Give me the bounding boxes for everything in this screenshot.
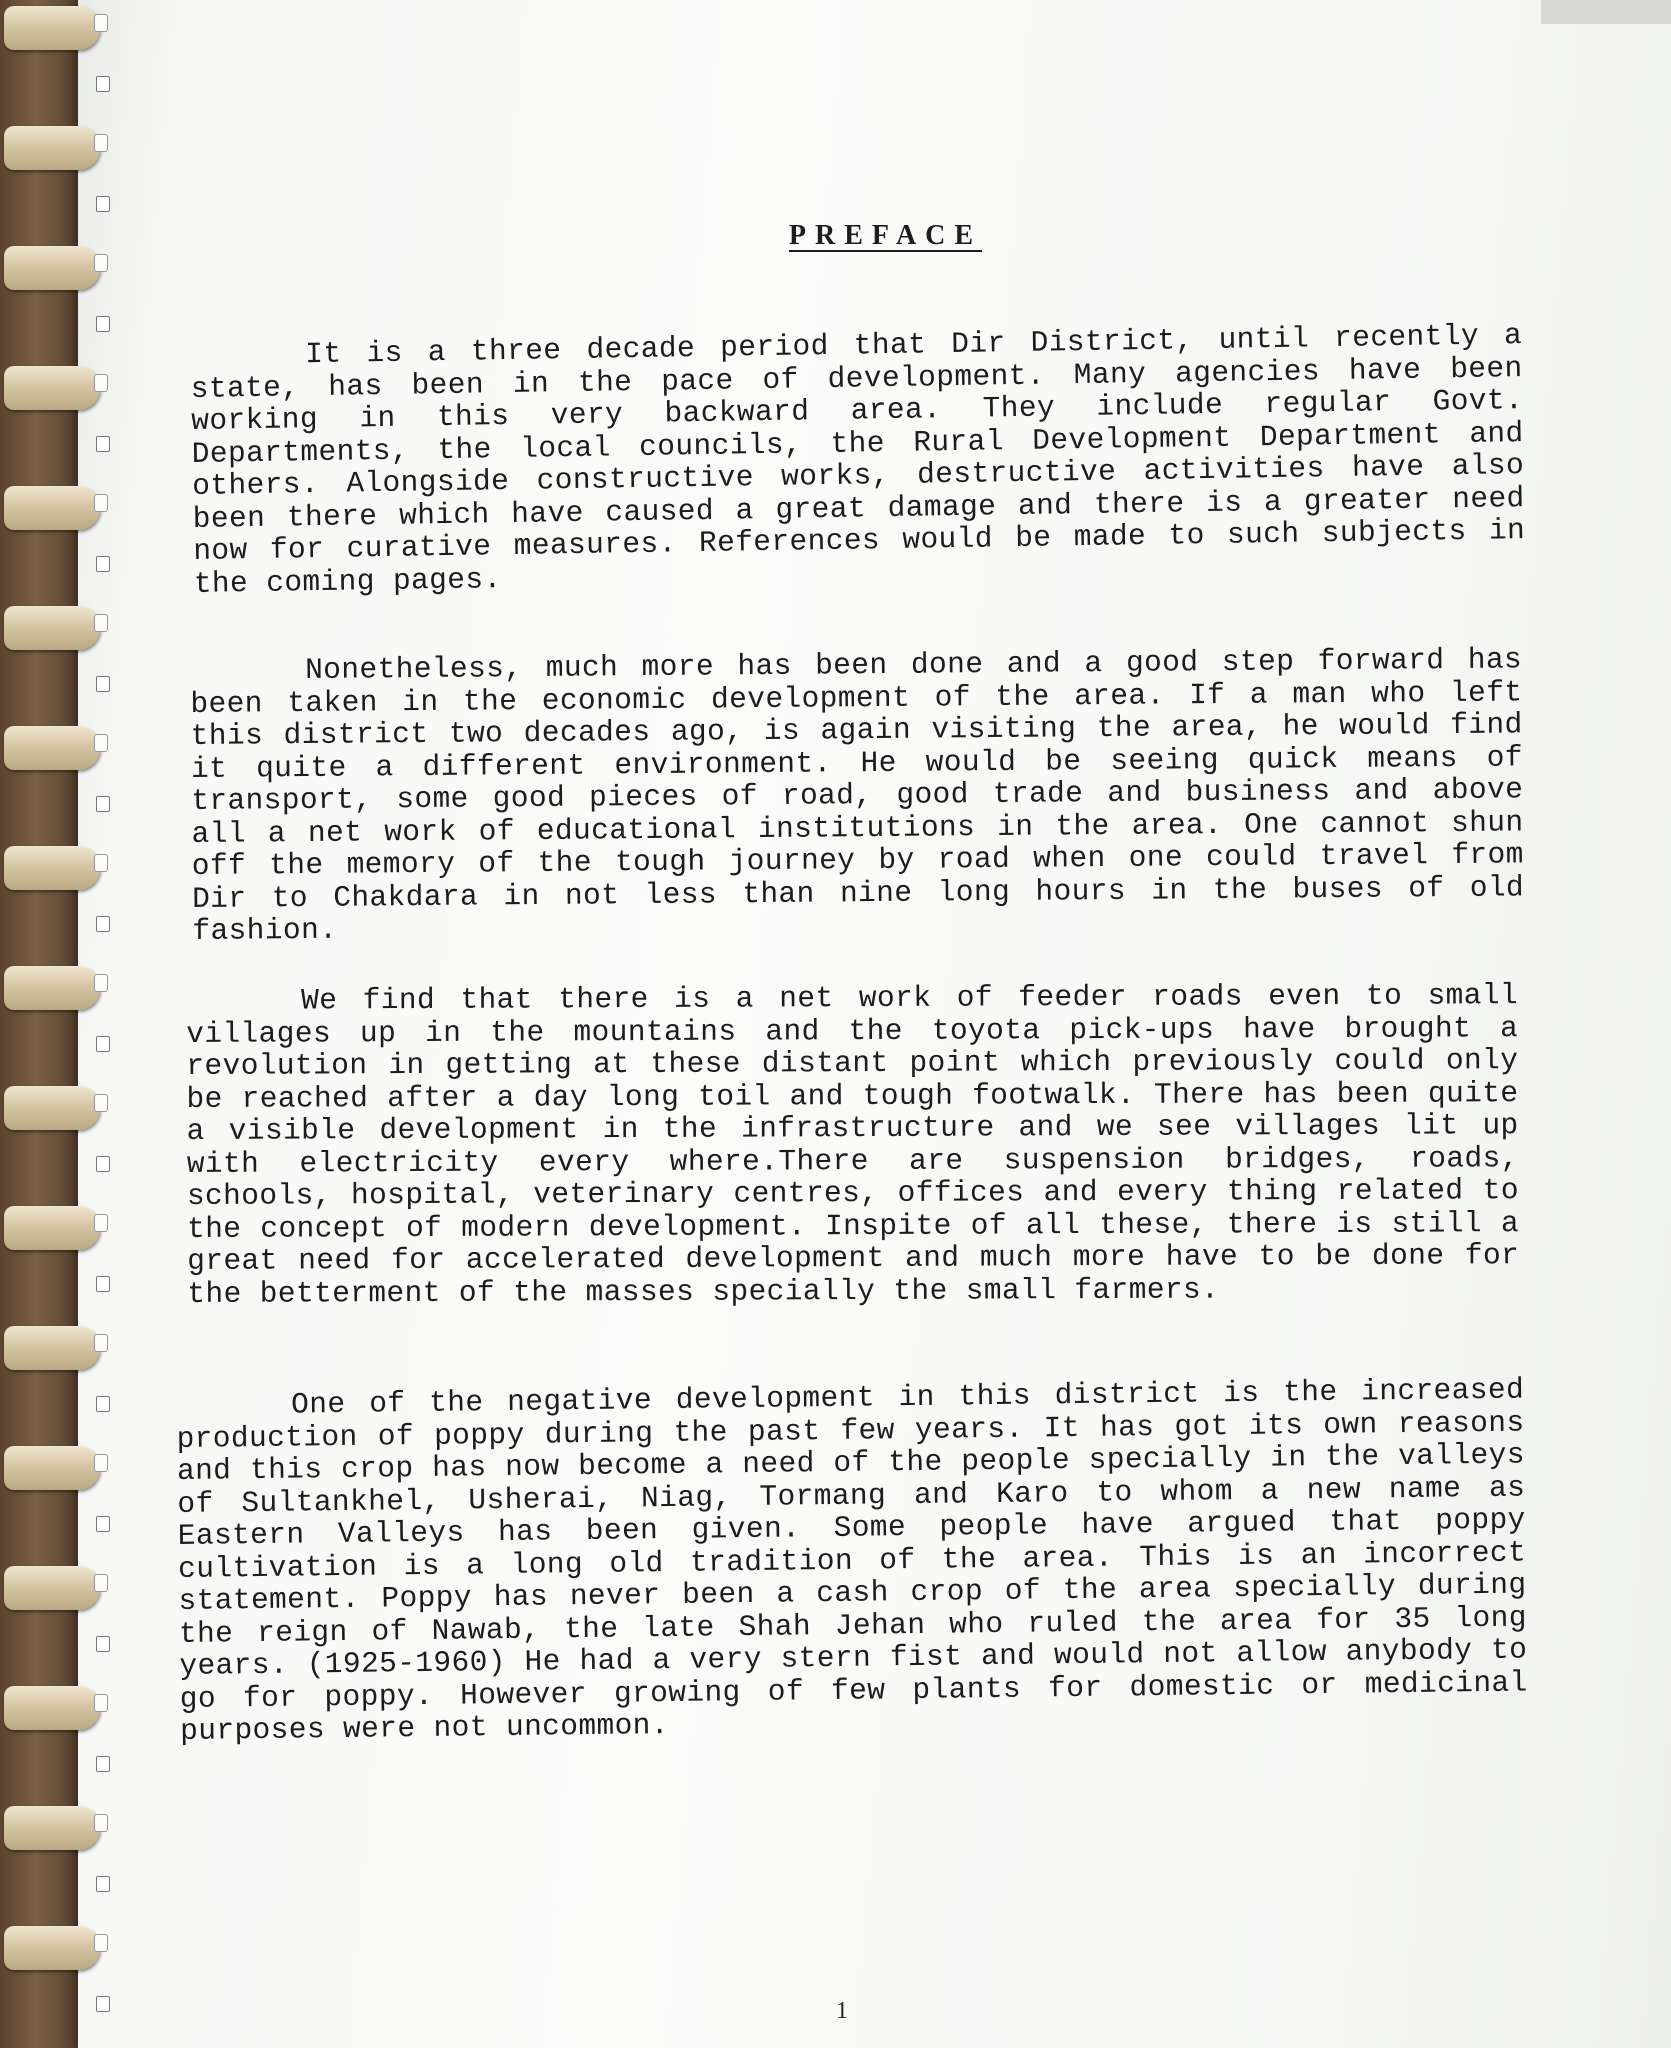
binding-hole — [96, 676, 110, 692]
paragraph-1: It is a three decade period that Dir District, until recently a state, has been in the pace of development. Many agencies have been working in this very backward area. They include regular Govt. Departments, the local councils, the Rural Development Department and others. Alongside constructive works, destructive activities have also been there which have caused a great damage and there is a greater need now for curative measures. References would be made to such subjects in the coming pages. — [190, 318, 1526, 601]
binding-ring — [4, 486, 100, 530]
binding-hole — [96, 796, 110, 812]
paragraph-2: Nonetheless, much more has been done and a good step forward has been taken in the economic development of the area. If a man who left this district two decades ago, is again visiting the area, he would find it quite a different environment. He would be seeing quick means of transport, some good pieces of road, good trade and business and above all a net work of educational institutions in the area. One cannot shun off the memory of the tough journey by road when one could travel from Dir to Chakdara in not less than nine long hours in the buses of old fashion. — [190, 642, 1525, 948]
paragraph-3: We find that there is a net work of feeder roads even to small villages up in the mountains and the toyota pick-ups have brought a revolution in getting at these distant point which previously could only be reached after a day long toil and tough footwalk. There has been quite a visible development in the infrastructure and we see villages lit up with electricity every where.There are suspension bridges, roads, schools, hospital, veterinary centres, offices and every thing related to the concept of modern development. Inspite of all these, there is still a great need for accelerated development and much more have to be done for the betterment of the masses specially the small farmers. — [186, 978, 1520, 1311]
binding-ring — [4, 1686, 100, 1730]
spiral-binding — [0, 0, 110, 2048]
binding-hole — [96, 316, 110, 332]
binding-hole — [96, 1156, 110, 1172]
binding-hole — [96, 1036, 110, 1052]
binding-hole — [96, 1276, 110, 1292]
binding-ring — [4, 1206, 100, 1250]
binding-ring — [4, 126, 100, 170]
binding-ring — [4, 6, 100, 50]
binding-ring — [4, 1566, 100, 1610]
binding-ring — [4, 1086, 100, 1130]
binding-ring — [4, 726, 100, 770]
underlying-sheet — [1541, 0, 1671, 24]
binding-ring — [4, 966, 100, 1010]
binding-ring — [4, 1926, 100, 1970]
binding-hole — [96, 1756, 110, 1772]
binding-ring — [4, 246, 100, 290]
binding-ring — [4, 1326, 100, 1370]
binding-hole — [96, 1636, 110, 1652]
binding-hole — [96, 1396, 110, 1412]
binding-hole — [96, 1996, 110, 2012]
title-text: PREFACE — [788, 220, 983, 251]
page-number: 1 — [836, 1998, 848, 2024]
binding-ring — [4, 606, 100, 650]
binding-ring — [4, 366, 100, 410]
binding-hole — [96, 76, 110, 92]
paragraph-4: One of the negative development in this district is the increased production of poppy during the past few years. It has got its own reasons and this crop has now become a need of the people specially in the valleys of Sultankhel, Usherai, Niag, Tormang and Karo to whom a new name as Eastern Valleys has been given. Some people have argued that poppy cultivation is a long old tradition of the area. This is an incorrect statement. Poppy has never been a cash crop of the area specially during the reign of Nawab, the late Shah Jehan who ruled the area for 35 long years. (1925-1960) He had a very stern fist and would not allow anybody to go for poppy. However growing of few plants for domestic or medicinal purposes were not uncommon. — [176, 1372, 1528, 1748]
binding-ring — [4, 1446, 100, 1490]
binding-ring — [4, 1806, 100, 1850]
binding-hole — [96, 1876, 110, 1892]
binding-hole — [96, 916, 110, 932]
binding-hole — [96, 436, 110, 452]
page-title — [0, 220, 1671, 252]
binding-ring — [4, 846, 100, 890]
binding-hole — [96, 556, 110, 572]
binding-hole — [96, 196, 110, 212]
binding-hole — [96, 1516, 110, 1532]
